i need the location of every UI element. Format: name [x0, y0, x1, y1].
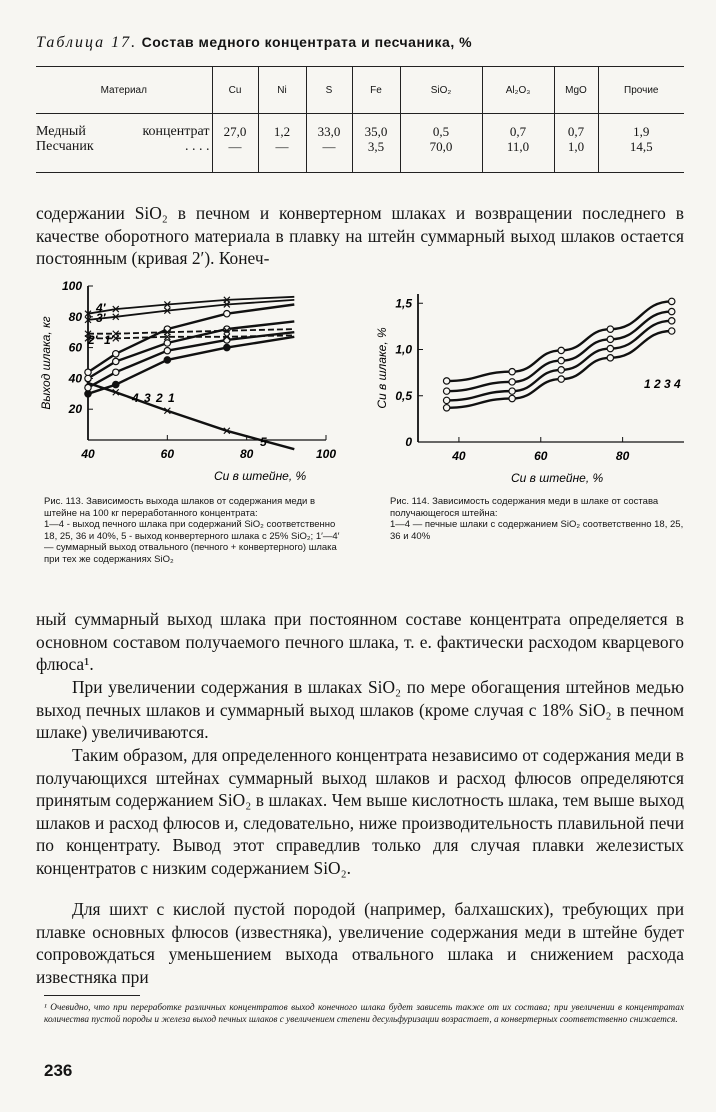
figure-113-chart — [36, 278, 356, 490]
data-point — [558, 357, 564, 363]
table-row — [36, 114, 684, 140]
data-point — [443, 405, 449, 411]
paragraph-3: При увеличении содержания в шлаках SiO₂ по мере обогащения штейнов медью выход печных шлаков и суммарный выход шлаков (кроме случая с 18% SiO₂ в печном шлаке) увеличиваются. — [36, 677, 684, 743]
data-point — [558, 367, 564, 373]
footnote: ¹ Очевидно, что при переработке различных концентратов выход конечного шлака будет зависеть также от их состава; при увеличении в концентратах количества пустой породы и железа выход печных шлаков с увеличением степени десульфуризации возрастает, а конвертерных соответственно снижается. — [44, 1003, 684, 1025]
x-tick-label: 40 — [452, 449, 466, 463]
data-point — [607, 326, 613, 332]
cell: 1,9 — [598, 114, 684, 140]
data-point — [113, 369, 119, 375]
data-point — [85, 391, 91, 397]
col-header-ni: Ni — [258, 67, 306, 114]
curve-label: 4 — [674, 377, 681, 391]
paragraph-2: ный суммарный выход шлака при постоянном составе концентрата определяется в основном составом получаемого печного шлака, т. е. фактически расходом кварцевого флюса¹. — [36, 609, 684, 675]
figure-113-caption: Рис. 113. Зависимость выхода шлаков от содержания меди в штейне на 100 кг переработанного концентрата: 1—4 - выход печного шлака при содержаний SiO₂ соответственно 18, 25, 36 и 40%, 5 - выход конвертерного шлака с 25% SiO₂; 1′—4′ — суммарный выход отвального (печного + конвертерного) шлака при тех же содержаниях SiO₂ — [44, 496, 340, 565]
data-point — [669, 298, 675, 304]
x-tick-label: 60 — [160, 447, 175, 461]
footnote-rule — [44, 995, 140, 996]
table-caption: Состав медного концентрата и песчаника, % — [141, 34, 473, 50]
figure-114-chart — [372, 288, 692, 488]
cell: 27,0 — [212, 114, 258, 140]
data-point — [164, 347, 170, 353]
data-point — [558, 347, 564, 353]
x-tick-label: 80 — [239, 447, 254, 461]
curve-label: 2 — [654, 377, 661, 391]
paragraph-4: Таким образом, для определенного концентрата независимо от содержания меди в получающихся штейнах суммарный выход шлаков и расход флюсов определяются принятым содержанием SiO₂ в шлаках. Чем выше кислотность шлака, тем выше выход шлаков и расход флюсов и, следовательно, ниже производительность плавильной печи по концентрату. Вывод этот справедлив только для случая плавки железистых концентратов с низким содержанием SiO₂. — [36, 745, 684, 878]
y-tick-label: 60 — [68, 340, 82, 355]
curve-label: 2 — [156, 391, 163, 405]
y-axis-label: Cu в шлаке, % — [375, 327, 389, 409]
y-tick-label: 1,5 — [395, 296, 412, 311]
cell: 0,7 — [482, 114, 554, 140]
figure-114-caption: Рис. 114. Зависимость содержания меди в шлаке от состава получающегося штейна: 1—4 — печные шлаки с содержанием SiO₂ соответственно 18, 25, 36 и 40% — [390, 496, 684, 542]
y-tick-label: 1,0 — [395, 342, 412, 357]
y-tick-label: 0 — [405, 435, 412, 449]
cell: 33,0 — [306, 114, 352, 140]
data-point — [558, 376, 564, 382]
cell: 0,5 — [400, 114, 482, 140]
y-axis-label: Выход шлака, кг — [39, 316, 53, 410]
cell: 70,0 — [400, 139, 482, 173]
row-label: Медный концентрат — [36, 124, 210, 139]
curve-label: 3′ — [96, 311, 106, 325]
cell: 0,7 — [554, 114, 598, 140]
y-tick-label: 40 — [68, 371, 82, 386]
data-point — [85, 369, 91, 375]
col-header-s: S — [306, 67, 352, 114]
data-point — [113, 351, 119, 357]
curve-label: 4′ — [96, 301, 106, 315]
table-number: Таблица 17. — [36, 34, 138, 51]
curve-label: 5 — [260, 435, 267, 449]
data-point — [443, 388, 449, 394]
data-point — [509, 388, 515, 394]
page-number: 236 — [44, 1061, 73, 1080]
cell: 3,5 — [352, 139, 400, 173]
curve-label: 1 — [644, 377, 651, 391]
data-point — [607, 336, 613, 342]
x-tick-label: 60 — [534, 449, 548, 463]
y-tick-label: 0,5 — [395, 388, 412, 403]
y-tick-label: 100 — [61, 279, 82, 293]
y-tick-label: 20 — [68, 402, 82, 417]
paragraph-1: содержании SiO₂ в печном и конвертерном шлаках и возвращении последнего в качестве оборотного материала в плавку на штейн суммарный выход шлаков остается постоянным (кривая 2′). Конеч- — [36, 203, 684, 269]
data-point — [509, 369, 515, 375]
curve-label: 1 — [168, 391, 175, 405]
row-label: Песчаник . . . . — [36, 139, 212, 173]
x-tick-label: 40 — [81, 447, 95, 461]
data-point — [443, 397, 449, 403]
col-header-mgo: MgO — [554, 67, 598, 114]
y-tick-label: 80 — [68, 309, 82, 324]
curve-label: 3 — [144, 391, 151, 405]
cell: 35,0 — [352, 114, 400, 140]
data-point — [669, 318, 675, 324]
curve-label: 3 — [664, 377, 671, 391]
col-header-other: Прочие — [598, 67, 684, 114]
cell: 11,0 — [482, 139, 554, 173]
data-point — [113, 381, 119, 387]
x-axis-label: Cu в штейне, % — [511, 471, 604, 485]
col-header-al2o3: Al₂O₃ — [482, 67, 554, 114]
cell: — — [258, 139, 306, 173]
series-9-line — [88, 297, 294, 314]
cell: — — [212, 139, 258, 173]
col-header-fe: Fe — [352, 67, 400, 114]
curve-label: 2′ — [88, 333, 98, 347]
data-point — [164, 340, 170, 346]
data-point — [509, 379, 515, 385]
table-row — [36, 139, 684, 173]
x-axis-label: Cu в штейне, % — [214, 469, 307, 483]
data-point — [607, 345, 613, 351]
col-header-sio2: SiO₂ — [400, 67, 482, 114]
data-point — [224, 311, 230, 317]
curve-label: 1′ — [104, 333, 114, 347]
data-point — [509, 395, 515, 401]
col-header-cu: Cu — [212, 67, 258, 114]
data-point — [113, 358, 119, 364]
data-point — [669, 308, 675, 314]
cell: 1,0 — [554, 139, 598, 173]
table-title — [36, 34, 472, 52]
data-point — [443, 378, 449, 384]
col-header-material: Материал — [36, 67, 212, 114]
data-point — [224, 344, 230, 350]
data-point — [164, 357, 170, 363]
cell: 14,5 — [598, 139, 684, 173]
x-tick-label: 100 — [315, 447, 337, 461]
cell: — — [306, 139, 352, 173]
data-point — [669, 328, 675, 334]
curve-label: 4 — [132, 391, 139, 405]
data-point — [607, 355, 613, 361]
paragraph-5: Для шихт с кислой пустой породой (например, балхашских), требующих при плавке основных флюсов (известняка), увеличение содержания меди в штейне будет сопровождаться уменьшением выхода отвального шлака и снижением расхода известняка при — [36, 899, 684, 987]
composition-table — [36, 66, 684, 173]
cell: 1,2 — [258, 114, 306, 140]
x-tick-label: 80 — [615, 449, 630, 463]
